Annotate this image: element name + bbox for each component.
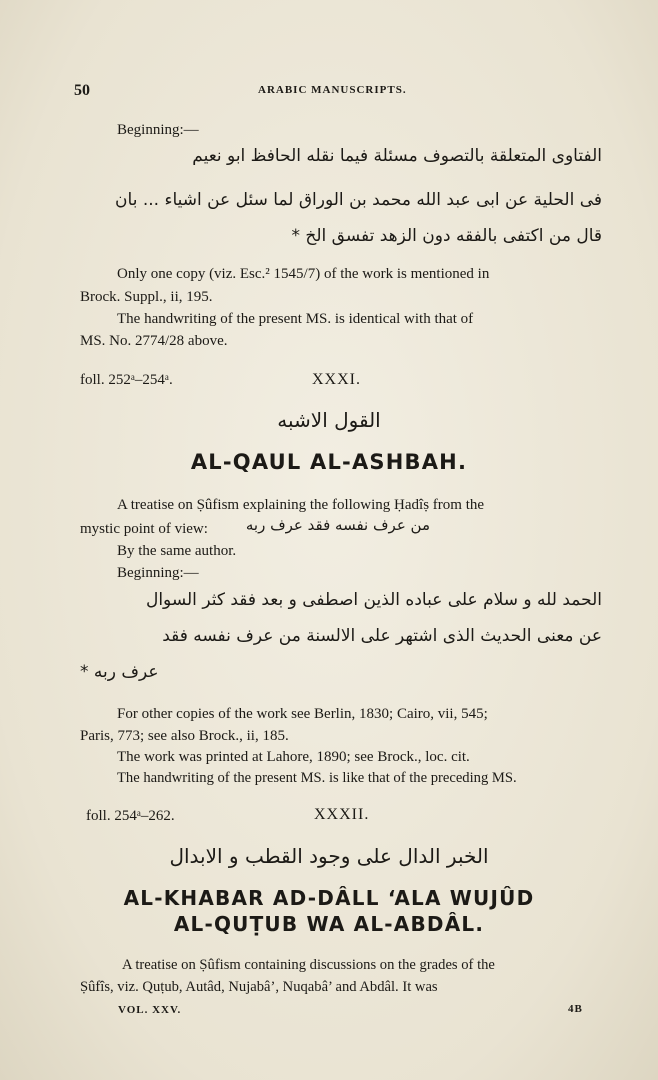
author-note: By the same author. — [117, 543, 237, 559]
gathering-signature: 4B — [568, 1003, 583, 1015]
arabic-title-xxxi: القول الاشبه — [277, 408, 381, 432]
arabic-line-5: عن معنی الحديث الذی اشتهر علی الالسنة من عرف نفسه فقد — [162, 626, 602, 646]
folio-range-xxxii: foll. 254ᵃ–262. — [86, 808, 175, 824]
running-title: ARABIC MANUSCRIPTS. — [258, 84, 407, 96]
copies-line-2: Paris, 773; see also Brock., ii, 185. — [80, 728, 289, 744]
page-number: 50 — [74, 82, 90, 99]
printed-note: The work was printed at Lahore, 1890; see Brock., loc. cit. — [117, 749, 470, 765]
beginning-label-2: Beginning:— — [117, 565, 199, 581]
copies-line-1: For other copies of the work see Berlin, 1830; Cairo, vii, 545; — [117, 706, 488, 722]
desc-xxxii-line-2: Ṣûfîs, viz. Quṭub, Autâd, Nujabâ’, Nuqabâ’ and Abdâl. It was — [80, 979, 438, 995]
arabic-title-xxxii: الخبر الدال علی وجود القطب و الابدال — [169, 844, 489, 868]
copy-note-line-1: Only one copy (viz. Esc.² 1545/7) of the work is mentioned in — [117, 266, 490, 282]
title-xxxii-line-2: AL-QUṬUB WA AL-ABDÂL. — [173, 912, 485, 936]
arabic-line-1: الفتاوی المتعلقة بالتصوف مسئلة فيما نقله الحافظ ابو نعيم — [192, 146, 602, 166]
arabic-line-4: الحمد لله و سلام علی عباده الذين اصطفی و بعد فقد كثر السوال — [145, 590, 602, 610]
desc-xxxi-line-2: mystic point of view: — [80, 521, 208, 537]
desc-xxxi-line-1: A treatise on Ṣûfism explaining the following Ḥadîṣ from the — [117, 497, 485, 513]
handwriting-note-line-2: MS. No. 2774/28 above. — [80, 333, 228, 349]
arabic-line-2: فی الحلية عن ابی عبد الله محمد بن الوراق لما سئل عن اشياء ... بان — [115, 190, 602, 210]
handwriting-note-line-1: The handwriting of the present MS. is identical with that of — [117, 311, 474, 327]
desc-xxxi-arabic: من عرف نفسه فقد عرف ربه — [245, 516, 430, 534]
arabic-line-6: عرف ربه * — [80, 662, 159, 682]
section-numeral-xxxi: XXXI. — [312, 371, 361, 388]
beginning-label-1: Beginning:— — [117, 122, 199, 138]
title-xxxi: AL-QAUL AL-ASHBAH. — [190, 450, 468, 474]
section-numeral-xxxii: XXXII. — [314, 806, 370, 823]
volume-signature: VOL. XXV. — [118, 1004, 182, 1016]
arabic-line-3: قال من اكتفی بالفقه دون الزهد تفسق الخ * — [291, 226, 602, 246]
handwriting-note-xxxi: The handwriting of the present MS. is like that of the preceding MS. — [117, 770, 517, 786]
folio-range-xxxi: foll. 252ᵃ–254ᵃ. — [80, 372, 173, 388]
title-xxxii-line-1: AL-KHABAR AD-DÂLL ‘ALA WUJÛD — [123, 886, 535, 910]
copy-note-line-2: Brock. Suppl., ii, 195. — [80, 289, 213, 305]
desc-xxxii-line-1: A treatise on Ṣûfism containing discussions on the grades of the — [122, 957, 495, 973]
